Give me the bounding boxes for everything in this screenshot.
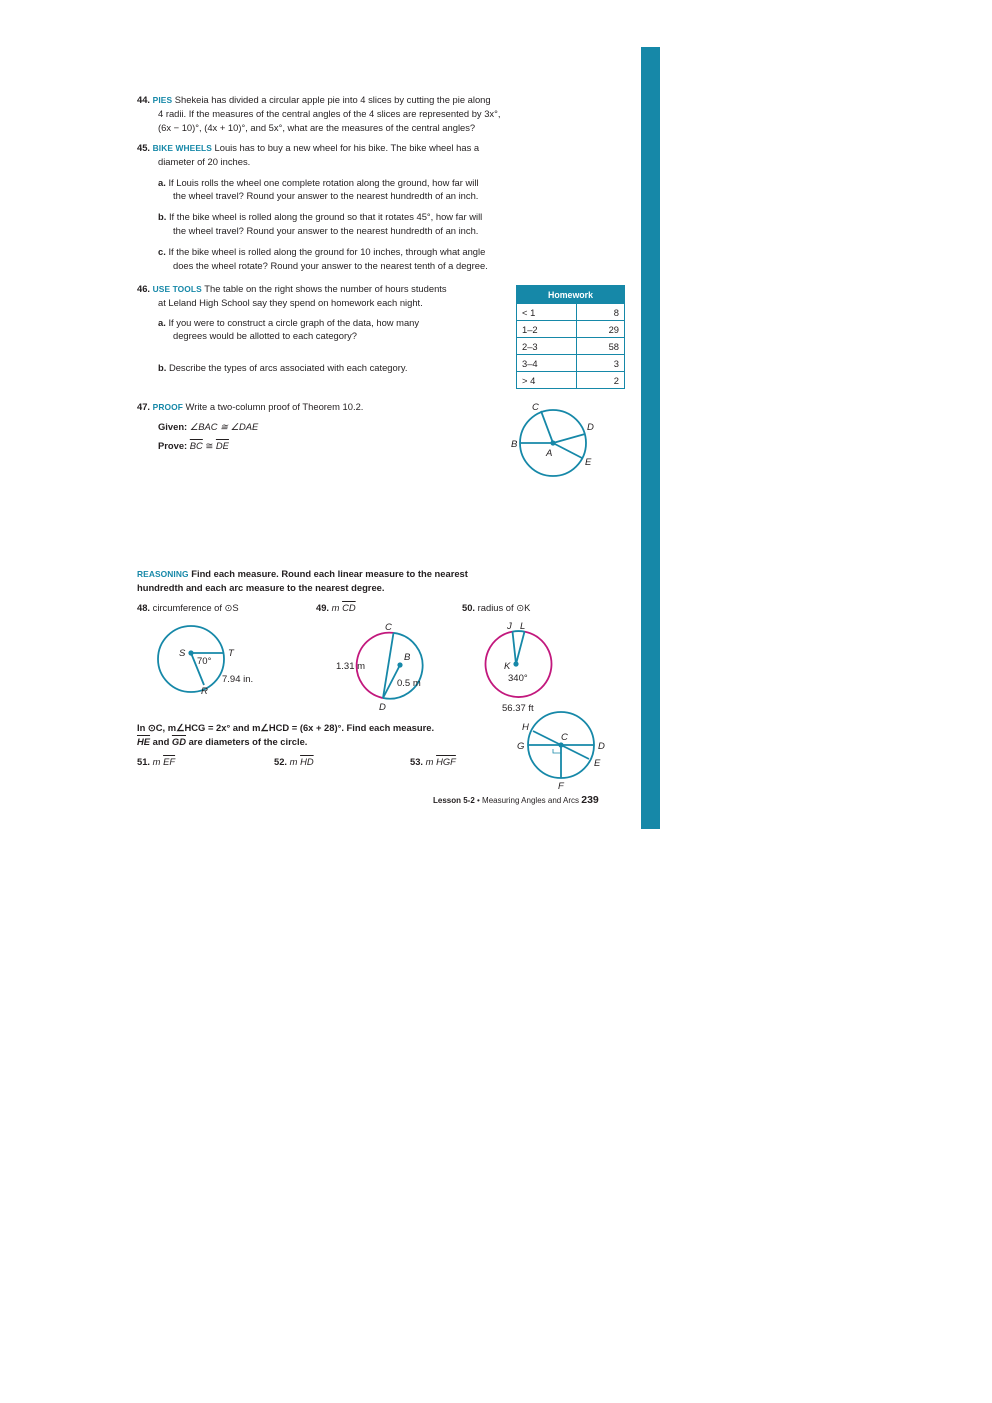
label-g: G [517,741,525,752]
arc-de: $\overline{DE}$ [215,440,229,451]
page-footer [433,793,599,808]
footer-title: Measuring Angles and Arcs [482,796,579,805]
given-statement [158,420,258,434]
table-cell-value: 29 [576,321,624,338]
problem-51-53-intro: In ⊙C, m∠HCG = 2x° and m∠HCD = (6x + 28)°. Find each measure. [137,722,435,733]
measure-m: m [331,602,340,613]
part-label: c. [158,246,166,257]
problem-44-line3: (6x − 10)°, (4x + 10)°, and 5x°, what are the measures of the central angles? [158,122,476,133]
length-label: 7.94 in. [222,674,254,685]
problem-45b-line2: the wheel travel? Round your answer to the nearest hundredth of an inch. [173,225,479,236]
congruent-symbol: ≅ [202,440,216,451]
reasoning-keyword: REASONING [137,569,189,579]
label-j: J [507,621,512,632]
label-e: E [585,457,592,468]
problem-45b [158,210,482,224]
measure-m: m [425,756,434,767]
problem-47 [137,400,363,414]
label-d: D [587,422,594,433]
diameter-he: $\overline{HE}$ [137,736,151,747]
problem-49 [316,601,356,615]
problem-number: 48. [137,602,151,613]
table-row [517,304,625,321]
problem-number: 50. [462,602,476,613]
problem-46a [158,316,419,330]
figure-48-circle [150,625,280,700]
intro-text: are diameters of the circle. [185,736,308,747]
table-cell-category: > 4 [517,372,577,389]
problem-51 [137,755,175,769]
figure-50-circle [480,618,570,718]
problem-46a-line2: degrees would be allotted to each category? [173,330,357,341]
problem-number: 52. [274,756,288,767]
problem-number: 47. [137,401,151,412]
arc-ef: $\overline{EF}$ [163,756,176,767]
label-k: K [504,661,511,672]
problem-45 [137,141,479,155]
label-t: T [228,648,234,659]
problem-keyword: USE TOOLS [152,284,202,294]
label-s: S [179,648,186,659]
problem-number: 49. [316,602,330,613]
problem-48 [137,601,239,615]
given-label: Given: [158,421,188,432]
prove-label: Prove: [158,440,188,451]
table-title: Homework [517,286,625,304]
part-label: a. [158,177,166,188]
table-cell-value: 8 [576,304,624,321]
problem-keyword: PROOF [152,402,183,412]
problem-text: Louis has to buy a new wheel for his bike. The bike wheel has a [214,142,480,153]
prove-statement [158,439,229,453]
label-a: A [546,448,553,459]
measure-m: m [289,756,298,767]
reasoning-line2: hundredth and each arc measure to the nearest degree. [137,582,385,593]
problem-number: 45. [137,142,151,153]
part-text: If the bike wheel is rolled along the ground for 10 inches, through what angle [168,246,486,257]
given-text: ∠BAC ≅ ∠DAE [189,421,259,432]
problem-50 [462,601,530,615]
arc-hgf: $\overline{HGF}$ [436,756,456,767]
problem-text: The table on the right shows the number of hours students [204,283,447,294]
radius-length: 0.5 m [397,678,421,689]
label-r: R [201,686,208,697]
table-row [517,372,625,389]
table-cell-category: 2–3 [517,338,577,355]
problem-number: 46. [137,283,151,294]
label-f: F [558,781,564,792]
length-label: 56.37 ft [502,703,534,714]
problem-text: radius of ⊙K [477,602,531,613]
part-text: Describe the types of arcs associated with each category. [168,362,408,373]
problem-52 [274,755,314,769]
label-d: D [598,741,605,752]
problem-number: 53. [410,756,424,767]
part-text: If Louis rolls the wheel one complete rotation along the ground, how far will [168,177,479,188]
table-cell-value: 2 [576,372,624,389]
table-cell-value: 58 [576,338,624,355]
label-l: L [520,621,526,632]
problem-46-line2: at Leland High School say they spend on homework each night. [158,297,423,308]
arc-cd: $\overline{CD}$ [342,602,356,613]
footer-separator: • [474,796,483,805]
table-cell-category: < 1 [517,304,577,321]
problem-number: 44. [137,94,151,105]
reasoning-text: Find each measure. Round each linear measure to the nearest [191,568,468,579]
label-c: C [532,402,539,413]
problem-text: circumference of ⊙S [152,602,239,613]
angle-label: 70° [197,656,212,667]
figure-49-circle [335,620,445,713]
table-cell-category: 3–4 [517,355,577,372]
footer-lesson: Lesson 5-2 [433,796,475,805]
label-b: B [404,652,411,663]
diameter-gd: $\overline{GD}$ [171,736,186,747]
page-number: 239 [581,794,599,806]
problem-45-line2: diameter of 20 inches. [158,156,251,167]
label-e: E [594,758,601,769]
part-label: b. [158,211,167,222]
problem-53 [410,755,456,769]
problem-number: 51. [137,756,151,767]
problem-keyword: PIES [152,95,173,105]
connector: and [150,736,172,747]
label-h: H [522,722,529,733]
homework-table [516,285,625,389]
label-d: D [379,702,386,713]
table-row [517,338,625,355]
label-c: C [385,622,392,633]
chapter-side-tab [641,47,660,829]
figure-47-circle [505,398,615,483]
problem-44 [137,93,491,107]
part-text: If the bike wheel is rolled along the ground so that it rotates 45°, how far will [168,211,483,222]
problem-51-53-line2 [137,735,307,749]
problem-keyword: BIKE WHEELS [152,143,212,153]
problem-46b [158,361,407,375]
arc-hd: $\overline{HD}$ [300,756,314,767]
table-cell-category: 1–2 [517,321,577,338]
problem-45a [158,176,479,190]
problem-45a-line2: the wheel travel? Round your answer to the nearest hundredth of an inch. [173,190,479,201]
measure-m: m [152,756,161,767]
problem-text: Write a two-column proof of Theorem 10.2. [185,401,364,412]
arc-bc: $\overline{BC}$ [189,440,203,451]
table-row [517,355,625,372]
problem-45c-line2: does the wheel rotate? Round your answer to the nearest tenth of a degree. [173,260,488,271]
part-label: b. [158,362,167,373]
chord-length: 1.31 m [336,661,366,672]
table-row [517,321,625,338]
label-b: B [511,439,518,450]
problem-text: Shekeia has divided a circular apple pie into 4 slices by cutting the pie along [174,94,491,105]
label-c: C [561,732,568,743]
problem-45c [158,245,485,259]
figure-51-53-circle [510,716,620,796]
angle-label: 340° [508,673,528,684]
reasoning-heading [137,567,468,581]
table-cell-value: 3 [576,355,624,372]
part-text: If you were to construct a circle graph of the data, how many [168,317,420,328]
problem-46 [137,282,447,296]
problem-44-line2: 4 radii. If the measures of the central angles of the 4 slices are represented by 3x°, [158,108,501,119]
part-label: a. [158,317,166,328]
